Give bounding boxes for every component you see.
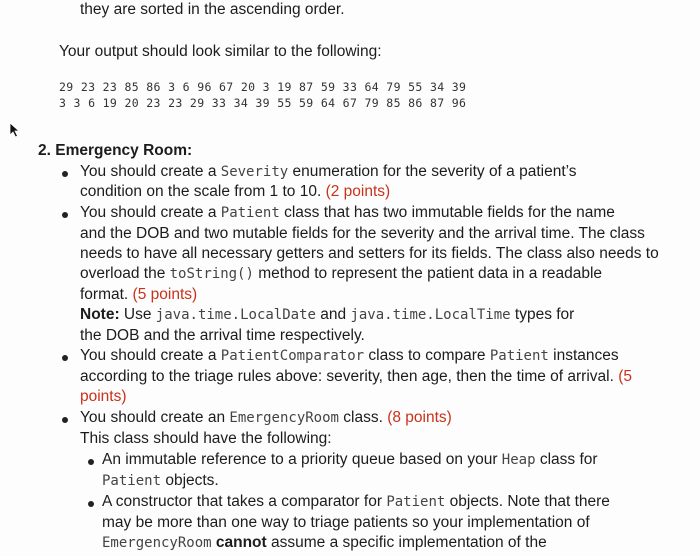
sub-bullet-constructor-line2: may be more than one way to triage patients so your implementation of bbox=[102, 514, 590, 531]
points-badge: (5 bbox=[618, 368, 632, 385]
bullet-patient-line4: overload the toString() method to represent the patient data in a readable bbox=[80, 265, 603, 282]
bullet-dot bbox=[88, 501, 94, 507]
bullet-comparator-line2: according to the triage rules above: severity, then age, then the time of arrival. (5 bbox=[80, 368, 632, 385]
intro-line: they are sorted in the ascending order. bbox=[80, 1, 345, 18]
section-heading: 2. Emergency Room: bbox=[38, 142, 193, 159]
bullet-patient-note-line2: the DOB and the arrival time respectively. bbox=[80, 327, 365, 344]
bullet-er-line1: You should create an EmergencyRoom class. (8 points) bbox=[80, 409, 452, 426]
points-badge: points) bbox=[80, 388, 127, 405]
bullet-dot bbox=[62, 355, 68, 361]
output-row-unsorted: 29 23 23 85 86 3 6 96 67 20 3 19 87 59 33 64 79 55 34 39 bbox=[59, 80, 467, 94]
points-badge: (5 points) bbox=[132, 286, 198, 303]
points-badge: (8 points) bbox=[387, 409, 452, 426]
sub-bullet-constructor-line1: A constructor that takes a comparator for Patient objects. Note that there bbox=[102, 493, 610, 510]
bullet-patient-line5: format. (5 points) bbox=[80, 286, 198, 303]
output-row-sorted: 3 3 6 19 20 23 23 29 33 34 39 55 59 64 67 79 85 86 87 96 bbox=[59, 96, 467, 110]
bullet-dot bbox=[62, 212, 68, 218]
bullet-comparator-line1: You should create a PatientComparator class to compare Patient instances bbox=[80, 347, 619, 364]
bullet-severity-line2: condition on the scale from 1 to 10. (2 points) bbox=[80, 183, 391, 200]
bullet-patient-line2: and the DOB and two mutable fields for the severity and the arrival time. The class bbox=[80, 225, 645, 242]
bullet-er-line2: This class should have the following: bbox=[80, 430, 332, 447]
output-intro: Your output should look similar to the following: bbox=[59, 43, 382, 60]
mouse-pointer-icon bbox=[8, 122, 22, 138]
bullet-dot bbox=[88, 459, 94, 465]
points-badge: (2 points) bbox=[325, 183, 391, 200]
sub-bullet-queue-line1: An immutable reference to a priority queue based on your Heap class for bbox=[102, 451, 598, 468]
bullet-patient-note: Note: Use java.time.LocalDate and java.time.LocalTime types for bbox=[80, 306, 575, 323]
bullet-severity-line1: You should create a Severity enumeration for the severity of a patient’s bbox=[80, 163, 577, 180]
bullet-patient-line1: You should create a Patient class that has two immutable fields for the name bbox=[80, 204, 615, 221]
sub-bullet-queue-line2: Patient objects. bbox=[102, 472, 219, 489]
bullet-patient-line3: needs to have all necessary getters and setters for its fields. The class also needs to bbox=[80, 245, 659, 262]
bullet-dot bbox=[62, 417, 68, 423]
bullet-dot bbox=[62, 171, 68, 177]
sub-bullet-constructor-line3: EmergencyRoom cannot assume a specific implementation of the bbox=[102, 534, 547, 551]
